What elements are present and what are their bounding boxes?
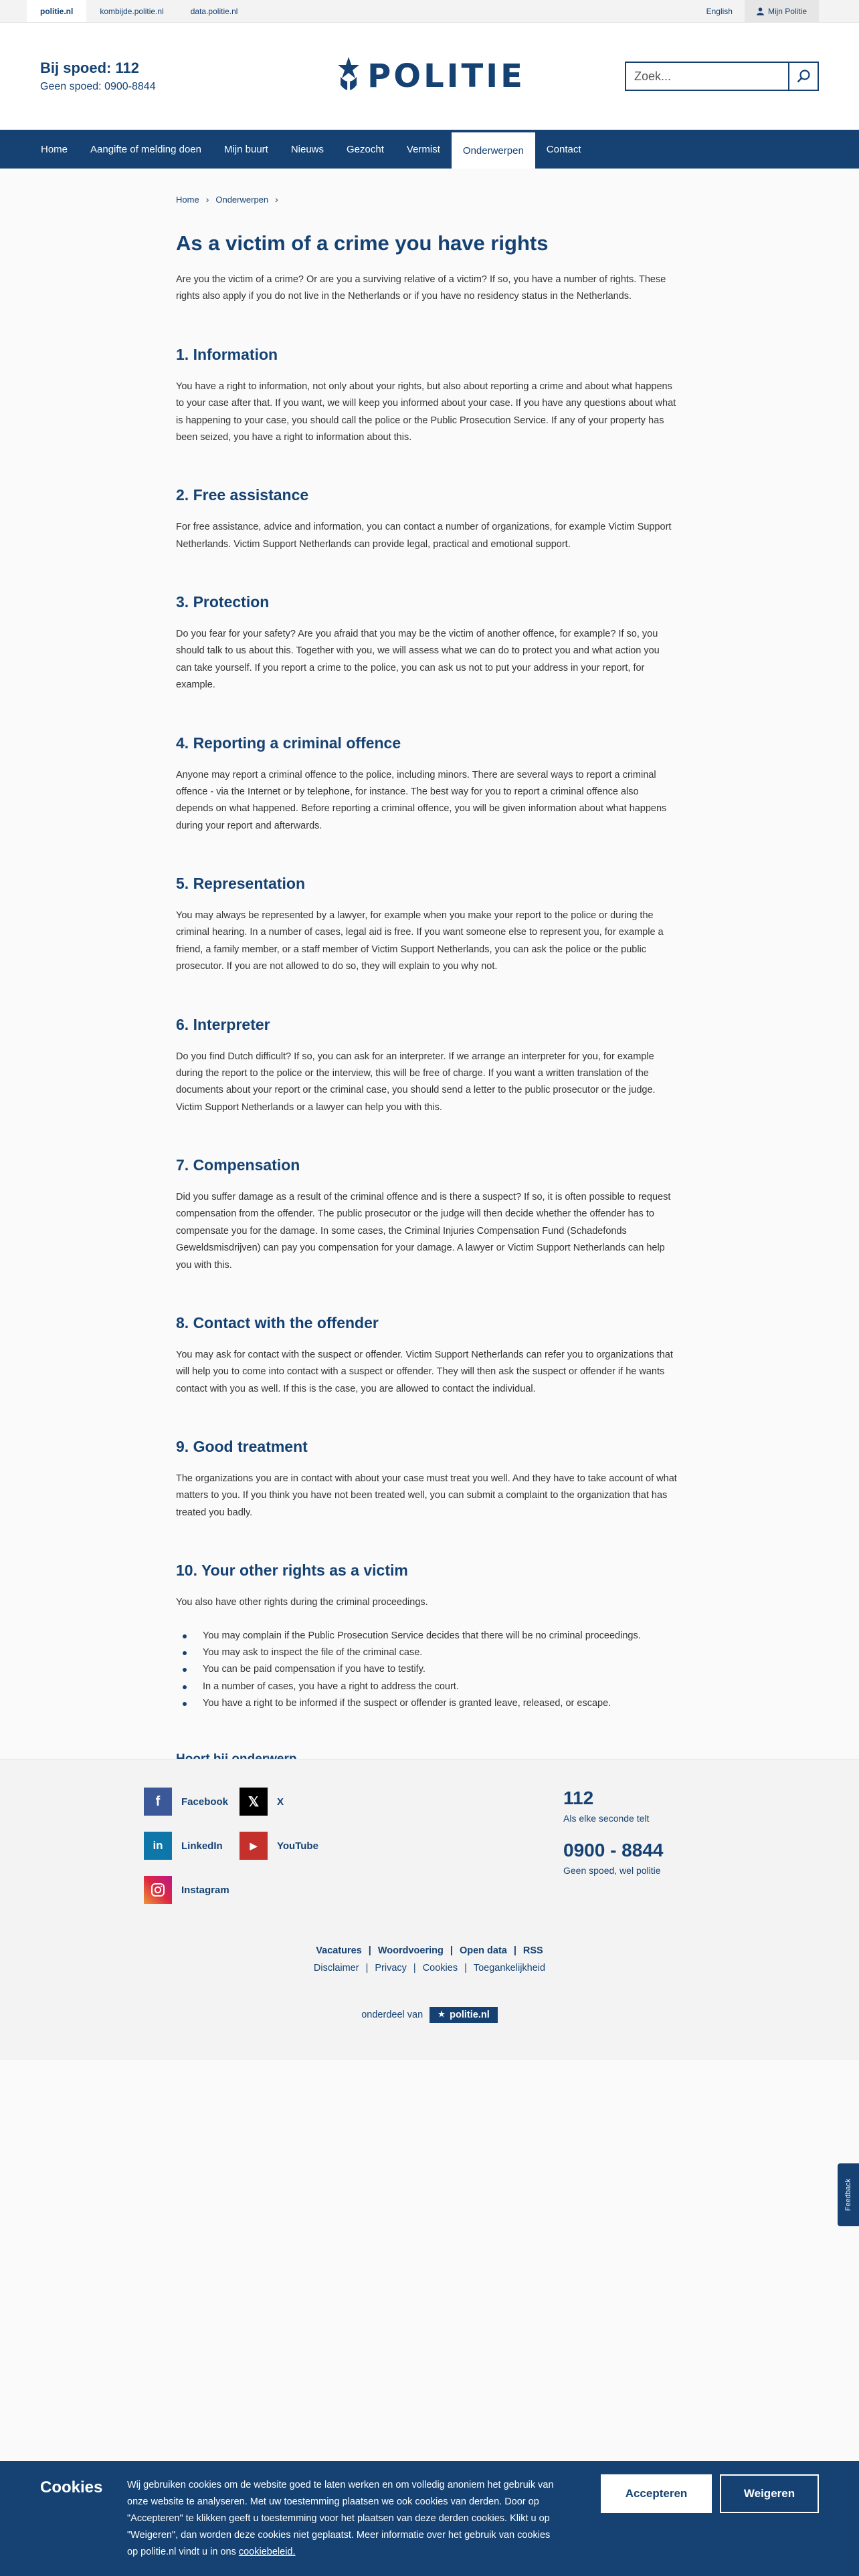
breadcrumb-onderwerpen[interactable]: Onderwerpen	[215, 194, 269, 205]
section-text: Anyone may report a criminal offence to the police, including minors. There are several ways to report a criminal offence - via the Internet or by telephone, for instance. The best way for you to report a criminal offence also depends on what happened. Before reporting a criminal offence, you will be given information about what happens during your report and afterwards.	[176, 769, 667, 831]
section-heading: 3. Protection	[176, 593, 270, 611]
search-icon	[796, 69, 811, 84]
section-free-assistance	[176, 486, 859, 553]
section-heading: 5. Representation	[176, 875, 305, 892]
footer-link-privacy[interactable]: Privacy	[375, 1963, 407, 1973]
section-text: You may always be represented by a lawyer, for example when you make your report to the police or during the criminal hearing. In a number of cases, legal aid is free. If you want someone else to represent you, for example a friend, a family member, or a staff member of Victim Support Netherlands, you can ask the police or the public prosecutor. If you are not allowed to do so, they will explain to you why not.	[176, 910, 664, 972]
feedback-label: Feedback	[844, 2178, 852, 2212]
page-intro: Are you the victim of a crime? Or are you a surviving relative of a victim? If so, you have a number of rights. These rights also apply if you do not live in the Netherlands or if you have no residency status in the Netherlands.	[176, 274, 666, 302]
section-reporting	[176, 734, 859, 835]
phone-emergency: 112	[563, 1788, 594, 1808]
section-text: You may ask for contact with the suspect or offender. Victim Support Netherlands can refer you to organizations that will help you to come into contact with a suspect or offender. They will then ask the suspect or offender if he wants contact with you as well. If this is the case, you are allowed to contact the individual.	[176, 1349, 673, 1394]
english-link[interactable]: English	[706, 6, 733, 16]
nav-mijn-buurt[interactable]: Mijn buurt	[223, 143, 268, 155]
nav-aangifte[interactable]: Aangifte of melding doen	[90, 143, 201, 155]
section-representation	[176, 875, 859, 976]
facebook-icon: f	[144, 1788, 172, 1816]
footer-link-cookies[interactable]: Cookies	[422, 1963, 458, 1973]
user-icon	[757, 7, 764, 15]
section-heading: 9. Good treatment	[176, 1438, 308, 1455]
part-of	[0, 2007, 859, 2023]
phone-emergency-sub: Als elke seconde telt	[563, 1813, 650, 1824]
footer-facebook-label: Facebook	[181, 1796, 229, 1808]
footer-link-disclaimer[interactable]: Disclaimer	[313, 1963, 359, 1973]
breadcrumb-home[interactable]: Home	[176, 194, 199, 205]
section-contact-offender	[176, 1314, 859, 1398]
footer-instagram-label: Instagram	[181, 1884, 229, 1896]
section-heading: 2. Free assistance	[176, 486, 309, 504]
top-bar	[0, 0, 859, 23]
section-good-treatment	[176, 1438, 859, 1521]
feedback-tab[interactable]	[838, 2163, 859, 2226]
footer-link-woordvoering[interactable]: Woordvoering	[377, 1945, 444, 1956]
section-interpreter	[176, 1016, 859, 1117]
main-content	[176, 169, 859, 1866]
x-icon: 𝕏	[240, 1788, 268, 1816]
section-information	[176, 346, 859, 447]
non-emergency-number: Geen spoed: 0900-8844	[40, 81, 156, 92]
site-footer	[0, 1759, 859, 2060]
divider: |	[365, 1963, 369, 1973]
site-link-data[interactable]: data.politie.nl	[190, 6, 238, 16]
search-button[interactable]	[788, 62, 819, 91]
police-star-icon	[334, 56, 363, 97]
list-item: In a number of cases, you have a right to address the court.	[176, 1679, 859, 1695]
breadcrumb	[176, 194, 859, 205]
footer-link-vacatures[interactable]: Vacatures	[316, 1945, 362, 1956]
mijn-politie-link[interactable]	[745, 0, 819, 23]
section-text: Do you find Dutch difficult? If so, you can ask for an interpreter. If we arrange an interpreter for you, for example during the report to the police or the interview, this will be free of charge. If you want a written translation of the documents about your report or the criminal case, you should send a letter to the public prosecutor or the judge. Victim Support Netherlands or a lawyer can help you with this.	[176, 1051, 656, 1113]
section-text: For free assistance, advice and information, you can contact a number of organizations, for example Victim Support Netherlands. Victim Support Netherlands can provide legal, practical and emotional support.	[176, 522, 672, 550]
logo-text: POLITIE	[367, 58, 525, 95]
section-heading: 1. Information	[176, 345, 278, 363]
section-heading: 8. Contact with the offender	[176, 1313, 379, 1331]
divider: |	[450, 1945, 453, 1956]
footer-phones	[563, 1788, 663, 1876]
section-other-rights	[176, 1562, 859, 1712]
footer-x[interactable]	[240, 1788, 284, 1816]
main-nav	[0, 130, 859, 169]
search-form	[625, 62, 819, 91]
part-of-label: onderdeel van	[361, 2010, 423, 2020]
section-compensation	[176, 1156, 859, 1274]
footer-linkedin[interactable]	[144, 1832, 223, 1860]
other-rights-list	[176, 1628, 859, 1713]
footer-links-secondary	[0, 1963, 859, 1973]
footer-x-label: X	[277, 1796, 284, 1808]
section-text: Did you suffer damage as a result of the criminal offence and is there a suspect? If so, it is often possible to request compensation from the offender. The public prosecutor or the judge will then decide whether the offender has to compensate you for the damage. In some cases, the Criminal Injuries Compensation Fund (Schadefonds Geweldsmisdrijven) can pay you compensation for your damage. A lawyer or Victim Support Netherlands can help you with this.	[176, 1192, 671, 1271]
phone-non-emergency-sub: Geen spoed, wel politie	[563, 1865, 661, 1876]
footer-link-rss[interactable]: RSS	[522, 1945, 543, 1956]
footer-links-primary	[0, 1945, 859, 1956]
footer-link-toegankelijkheid[interactable]: Toegankelijkheid	[473, 1963, 546, 1973]
police-star-icon	[438, 2010, 446, 2020]
section-text: The organizations you are in contact with about your case must treat you well. And they have to take account of what matters to you. If you think you have not been treated well, you can submit a complaint to the organization that has treated you badly.	[176, 1473, 677, 1518]
footer-youtube[interactable]	[240, 1832, 318, 1860]
cookie-policy-link[interactable]: cookiebeleid.	[238, 2546, 296, 2557]
politie-nl-badge-label: politie.nl	[450, 2010, 490, 2020]
emergency-info	[40, 60, 156, 93]
nav-onderwerpen[interactable]: Onderwerpen	[452, 130, 535, 169]
accept-cookies-button[interactable]: Accepteren	[601, 2474, 712, 2513]
footer-linkedin-label: LinkedIn	[181, 1840, 223, 1852]
section-protection	[176, 593, 859, 694]
cookie-title: Cookies	[40, 2478, 103, 2496]
emergency-number: Bij spoed: 112	[40, 60, 139, 76]
footer-youtube-label: YouTube	[277, 1840, 318, 1852]
section-heading: 6. Interpreter	[176, 1015, 270, 1033]
divider: |	[513, 1945, 516, 1956]
divider: |	[464, 1963, 467, 1973]
refuse-cookies-button[interactable]: Weigeren	[720, 2474, 819, 2513]
section-heading: 10. Your other rights as a victim	[176, 1562, 408, 1580]
section-heading: 4. Reporting a criminal offence	[176, 734, 401, 752]
chevron-right-icon: ›	[205, 194, 209, 205]
nav-vermist[interactable]: Vermist	[406, 143, 440, 155]
nav-gezocht[interactable]: Gezocht	[347, 143, 384, 155]
section-text: Do you fear for your safety? Are you afraid that you may be the victim of another offence, for example? If so, you should talk to us about this. Together with you, we will assess what we can do to protect you and what action you can take yourself. If you report a crime to the police, you can ask us not to put your address in your report, for example.	[176, 629, 660, 691]
list-item: You can be paid compensation if you have to testify.	[176, 1661, 859, 1678]
linkedin-icon: in	[144, 1832, 172, 1860]
footer-instagram[interactable]	[144, 1876, 229, 1904]
footer-facebook[interactable]	[144, 1788, 228, 1816]
youtube-icon: ▶	[240, 1832, 268, 1860]
divider: |	[368, 1945, 371, 1956]
politie-nl-badge[interactable]	[430, 2007, 498, 2023]
mijn-politie-label: Mijn Politie	[767, 6, 807, 16]
instagram-icon	[144, 1876, 172, 1904]
search-input[interactable]	[625, 62, 788, 91]
phone-non-emergency: 0900 - 8844	[563, 1840, 664, 1860]
nav-home[interactable]: Home	[41, 143, 68, 155]
chevron-right-icon: ›	[275, 194, 278, 205]
page-title: As a victim of a crime you have rights	[176, 231, 549, 255]
section-text: You have a right to information, not only about your rights, but also about reporting a crime and about what happens to your case after that. If you want, we will keep you informed about your case. If you have any questions about what is happening to your case, you should call the police or the Public Prosecution Service. If any of your property has been seized, you have a right to information about this.	[176, 381, 676, 443]
top-bar-right	[706, 0, 819, 22]
cookie-text	[127, 2477, 555, 2561]
cookie-text-body: Wij gebruiken cookies om de website goed te laten werken en om volledig anoniem het gebruik van onze website te analyseren. Met uw toestemming plaatsen we ook cookies van derden. Door op "Accepteren" te klikken geeft u toestemming voor het plaatsen van deze derden cookies. Klikt u op "Weigeren", dan worden deze cookies niet geplaatst. Meer informatie over het gebruik van cookies op politie.nl vindt u in ons	[127, 2480, 554, 2557]
footer-link-open-data[interactable]: Open data	[459, 1945, 507, 1956]
section-heading: 7. Compensation	[176, 1156, 300, 1174]
nav-contact[interactable]: Contact	[546, 143, 581, 155]
section-text: You also have other rights during the criminal proceedings.	[176, 1597, 428, 1608]
site-header	[0, 23, 859, 130]
list-item: You have a right to be informed if the suspect or offender is granted leave, released, or escape.	[176, 1695, 859, 1712]
list-item: You may complain if the Public Prosecution Service decides that there will be no criminal proceedings.	[176, 1628, 859, 1644]
divider: |	[413, 1963, 416, 1973]
nav-nieuws[interactable]: Nieuws	[290, 143, 324, 155]
site-links	[27, 0, 251, 22]
site-link-kombijde[interactable]: kombijde.politie.nl	[100, 6, 164, 16]
politie-logo[interactable]	[334, 56, 525, 97]
site-link-politie[interactable]: politie.nl	[27, 0, 86, 22]
list-item: You may ask to inspect the file of the criminal case.	[176, 1644, 859, 1661]
cookie-banner	[0, 2461, 859, 2576]
